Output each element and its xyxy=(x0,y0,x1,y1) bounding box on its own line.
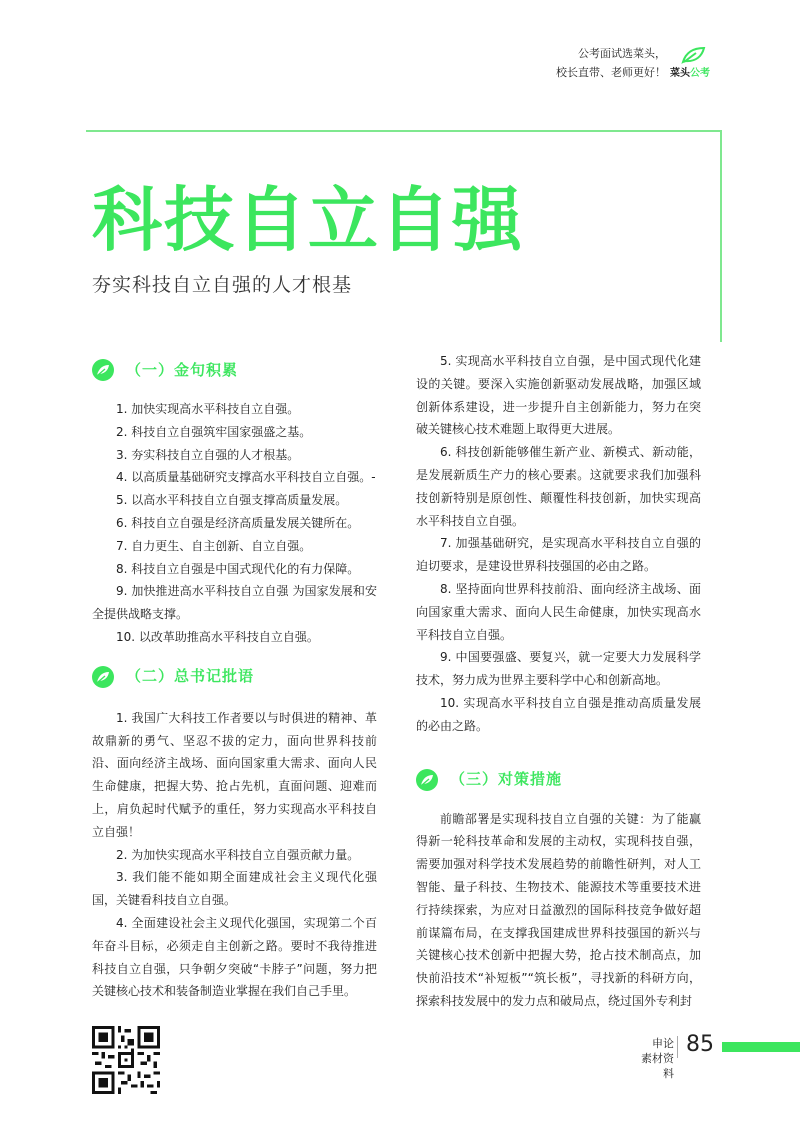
qr-code-icon[interactable] xyxy=(92,1026,160,1094)
list-item: 1. 加快实现高水平科技自立自强。 xyxy=(116,402,300,416)
list-item: 8. 科技自立自强是中国式现代化的有力保障。 xyxy=(116,561,360,576)
page-number: 85 xyxy=(686,1032,714,1057)
slogan-line-1: 公考面试选菜头， xyxy=(578,47,666,60)
list-item: 4. 以高质量基础研究支撑高水平科技自立自强。- xyxy=(116,470,376,485)
section-1-title: （一）金句积累 xyxy=(126,360,239,379)
slogan-line-2: 校长直带、老师更好！ xyxy=(556,66,666,79)
footer-label: 申论 素材资料 xyxy=(641,1037,674,1080)
section-1-header xyxy=(92,356,377,384)
section-3-title: （三）对策措施 xyxy=(450,770,563,789)
list-item: 7. 加强基础研究，是实现高水平科技自立自强的迫切要求，是建设世界科技强国的必由之路。 xyxy=(416,536,701,574)
page-subtitle: 夯实科技自立自强的人才根基 xyxy=(92,274,353,296)
list-item: 5. 实现高水平科技自立自强，是中国式现代化建设的关键。要深入实施创新驱动发展战略，加强区域创新体系建设，进一步提升自主创新能力，努力在突破关键核心技术难题上取得更大进展。 xyxy=(416,354,701,437)
left-column xyxy=(92,356,377,1003)
list-item: 9. 加快推进高水平科技自立自强 为国家发展和安全提供战略支撑。 xyxy=(92,584,377,622)
brand-logo xyxy=(670,46,720,82)
list-item: 9. 中国要强盛、要复兴，就一定要大力发展科学技术，努力成为世界主要科学中心和创新高地。 xyxy=(416,650,701,688)
list-item: 3. 夯实科技自立自强的人才根基。 xyxy=(116,447,300,462)
frame-top-line xyxy=(86,130,722,132)
leaf-icon xyxy=(416,769,438,791)
header-slogan xyxy=(556,44,666,82)
list-item: 2. 为加快实现高水平科技自立自强贡献力量。 xyxy=(116,847,360,862)
section-3-header xyxy=(416,766,701,794)
list-item: 2. 科技自立自强筑牢国家强盛之基。 xyxy=(116,424,312,439)
footer-accent-bar xyxy=(722,1042,800,1052)
right-column xyxy=(416,350,701,1013)
leaf-icon xyxy=(92,666,114,688)
leaf-icon xyxy=(680,46,706,64)
list-item: 8. 坚持面向世界科技前沿、面向经济主战场、面向国家重大需求、面向人民生命健康，加快实现高水平科技自立自强。 xyxy=(416,581,701,642)
list-item: 4. 全面建设社会主义现代化强国，实现第二个百年奋斗目标，必须走自主创新之路。要时不我待推进科技自立自强，只争朝夕突破“卡脖子”问题，努力把关键核心技术和装备制造业掌握在我们自己手里。 xyxy=(92,915,377,999)
list-item: 6. 科技自立自强是经济高质量发展关键所在。 xyxy=(116,515,360,530)
section-3-body xyxy=(416,808,701,1013)
list-item: 7. 自力更生、自主创新、自立自强。 xyxy=(116,538,312,553)
logo-text: 菜头公考 xyxy=(670,68,710,79)
list-item: 5. 以高水平科技自立自强支撑高质量发展。 xyxy=(116,493,348,508)
section-1-list-continued xyxy=(416,350,701,738)
list-item: 1. 我国广大科技工作者要以与时俱进的精神、革故鼎新的勇气、坚忍不拔的定力，面向世界科技前沿、面向经济主战场、面向国家重大需求、面向人民生命健康，把握大势、抢占先机，直面问题、迎难而上，肩负起时代赋予的重任，努力实现高水平科技自立自强！ xyxy=(92,710,377,839)
page-title: 科技自立自强 xyxy=(92,179,524,261)
section-2-list xyxy=(92,707,377,1003)
leaf-icon xyxy=(92,359,114,381)
section-2-header xyxy=(92,663,377,691)
list-item: 3. 我们能不能如期全面建成社会主义现代化强国，关键看科技自立自强。 xyxy=(92,870,377,908)
section-2-title: （二）总书记批语 xyxy=(126,667,255,686)
list-item: 6. 科技创新能够催生新产业、新模式、新动能，是发展新质生产力的核心要素。这就要求我们加强科技创新特别是原创性、颠覆性科技创新，加快实现高水平科技自立自强。 xyxy=(416,445,701,528)
paragraph: 前瞻部署是实现科技自立自强的关键：为了能赢得新一轮科技革命和发展的主动权，实现科技自强，需要加强对科学技术发展趋势的前瞻性研判，对人工智能、量子科技、生物技术、能源技术等重要技术进行持续探索，为应对日益激烈的国际科技竞争做好超前谋篇布局，在支撑我国建成世界科技强国的新兴与关键核心技术创新中把握大势，抢占技术制高点，加快前沿技术“补短板”“筑长板”，寻找新的科研方向，探索科技发展中的发力点和破局点，绕过国外专利封 xyxy=(416,811,701,1008)
frame-right-line xyxy=(720,130,722,342)
list-item: 10. 以改革助推高水平科技自立自强。 xyxy=(116,629,319,644)
list-item: 10. 实现高水平科技自立自强是推动高质量发展的必由之路。 xyxy=(416,695,701,733)
section-1-list xyxy=(92,398,377,649)
footer-divider xyxy=(677,1036,678,1058)
